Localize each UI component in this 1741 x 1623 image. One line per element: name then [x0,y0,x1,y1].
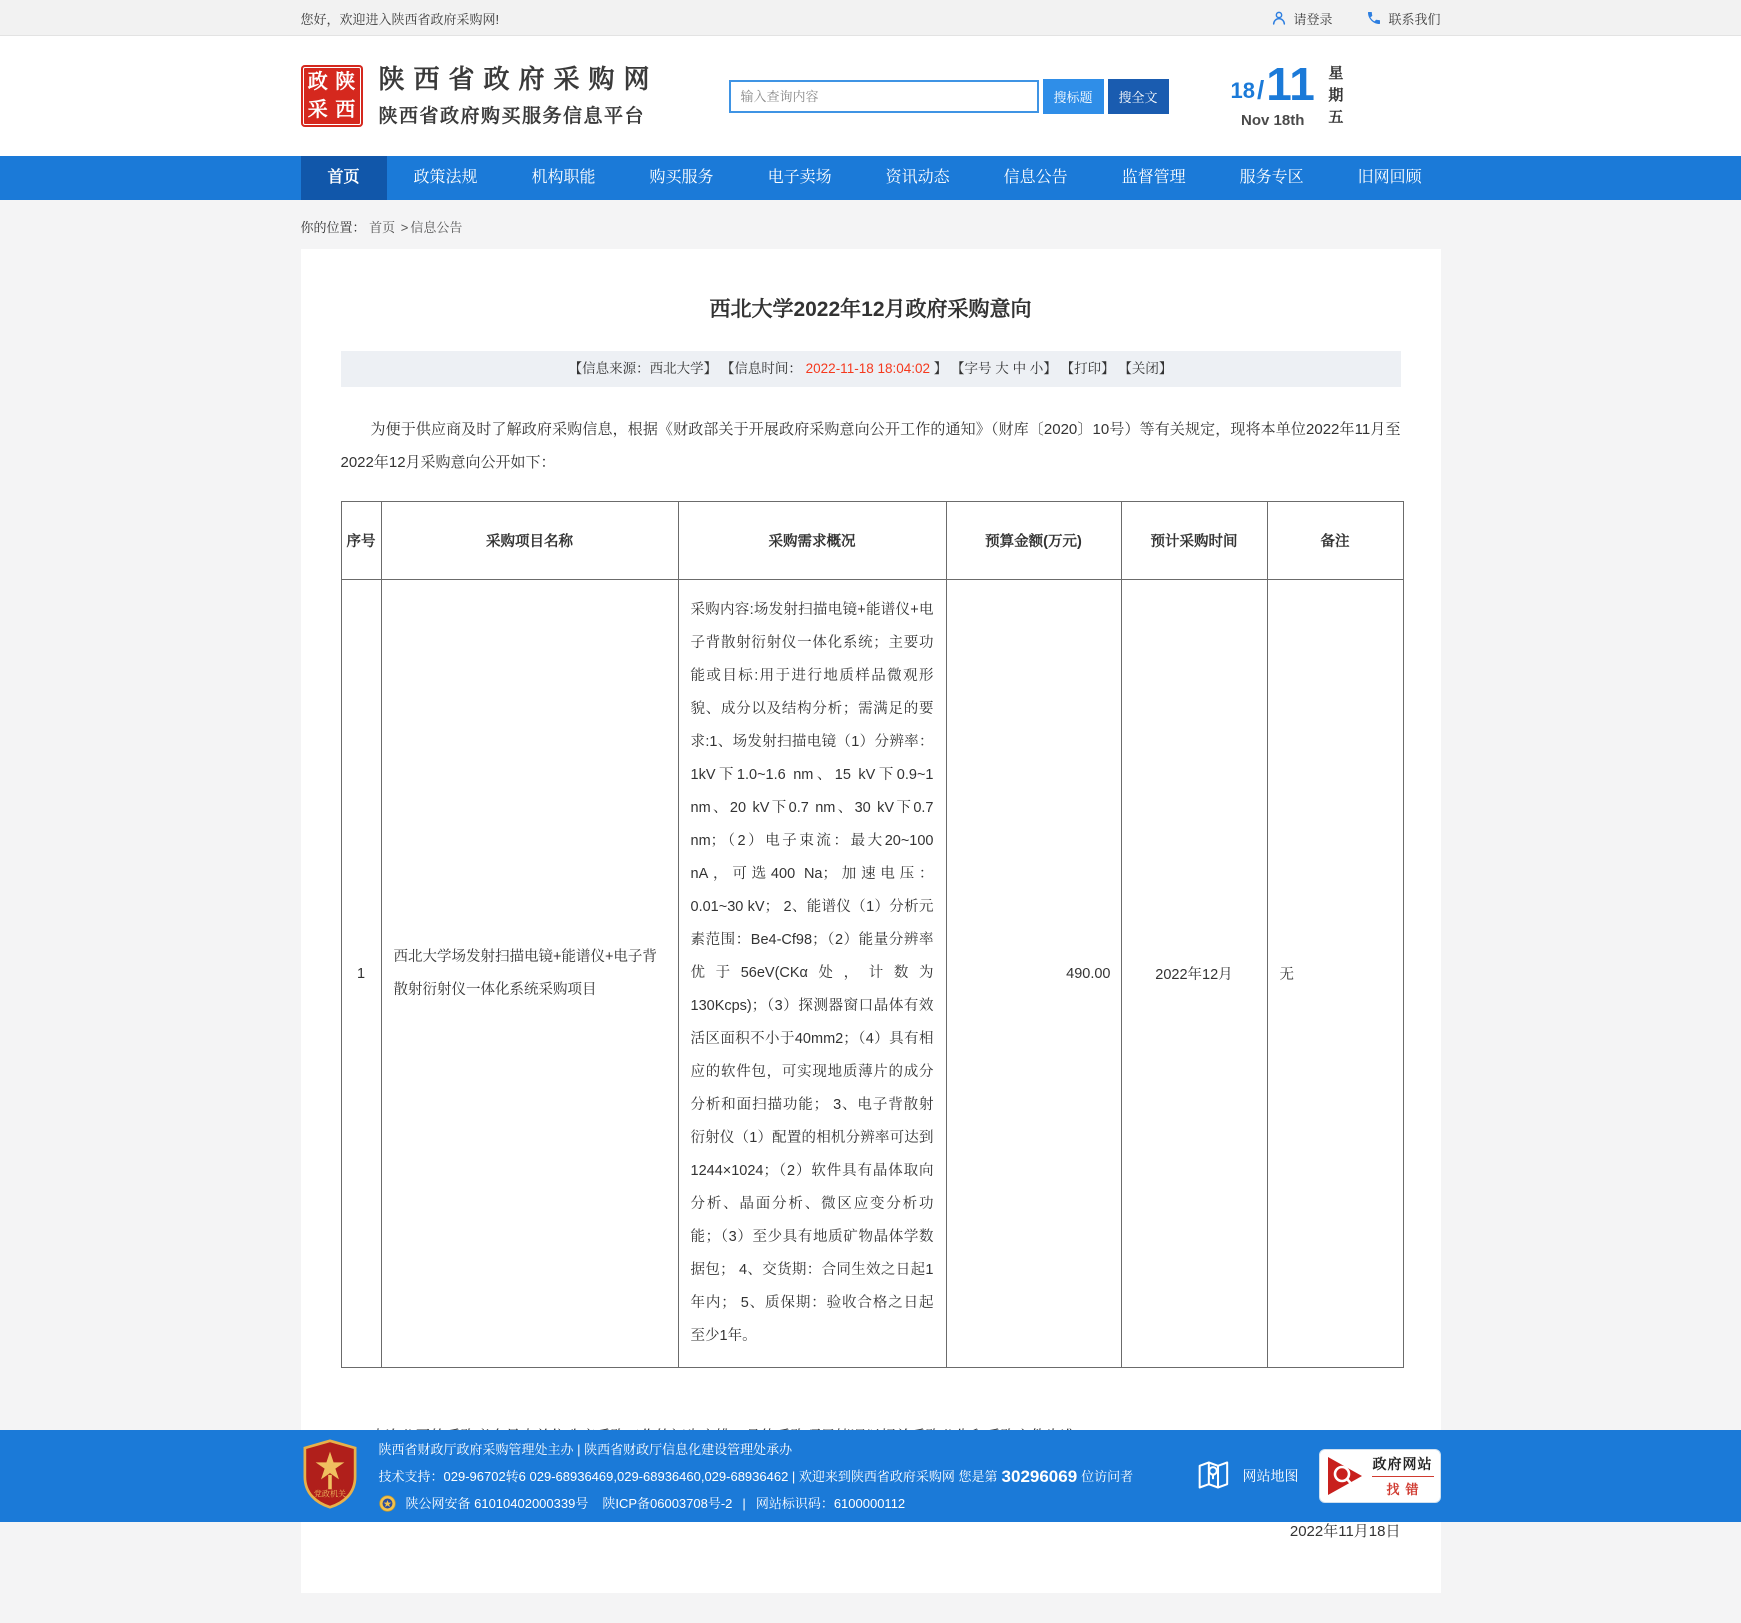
gov-site-error-report-badge[interactable] [1319,1449,1441,1503]
meta-time-prefix: 【信息时间： [720,361,802,376]
article-title: 西北大学2022年12月政府采购意向 [709,298,1032,321]
nav-item-functions[interactable]: 机构职能 [531,169,596,186]
search-input[interactable] [729,80,1039,113]
map-icon [1193,1455,1233,1498]
cell-demand-overview: 采购内容:场发射扫描电镜+能谱仪+电子背散射衍射仪一体化系统；主要功能或目标:用于进行地质样品微观形貌、成分以及结构分析；需满足的要求:1、场发射扫描电镜（1）分辨率：1kV下1.0~1.6 nm、15 kV下0.9~1 nm、20 kV下0.7 nm、30 kV下0.7 nm；（2）电子束流：最大20~100 nA，可选400 Na；加速电压：0.01~30 kV； 2、能谱仪（1）分析元素范围：Be4-Cf98；（2）能量分辨率优于56eV(CKα处，计数为130Kcps)；（3）探测器窗口晶体有效活区面积不小于40mm2；（4）具有相应的软件包，可实现地质薄片的成分分析和面扫描功能； 3、电子背散射衍射仪（1）配置的相机分辨率可达到1244×1024；（2）软件具有晶体取向分析、晶面分析、微区应变分析功能；（3）至少具有地质矿物晶体学数据包； 4、交货期：合同生效之日起1年内； 5、质保期：验收合格之日起至少1年。 [678,580,946,1368]
cell-project-name: 西北大学场发射扫描电镜+能谱仪+电子背散射衍射仪一体化系统采购项目 [381,580,678,1368]
breadcrumb-separator: > [400,220,409,235]
date-slash: / [1257,74,1265,105]
cell-index: 1 [341,580,381,1368]
cell-remark: 无 [1267,580,1403,1368]
date-english: Nov 18th [1241,112,1305,130]
footer-separator: | [742,1495,746,1511]
article-sign-date: 2022年11月18日 [1289,1523,1401,1540]
search-fulltext-button[interactable]: 搜全文 [1108,79,1169,114]
table-row [341,580,1403,1368]
site-subtitle: 陕西省政府购买服务信息平台 [378,106,646,128]
svg-text:党政机关: 党政机关 [313,1488,346,1498]
nav-item-supervision[interactable]: 监督管理 [1121,169,1186,186]
nav-item-home[interactable]: 首页 [301,156,387,200]
breadcrumb-label: 你的位置： [300,220,366,235]
meta-fontsize-open: 【字号 [951,361,992,376]
contact-link[interactable] [1366,9,1440,28]
main-nav [0,156,1741,200]
procurement-table [341,501,1404,1368]
article-intro: 为便于供应商及时了解政府采购信息，根据《财政部关于开展政府采购意向公开工作的通知》（财库〔2020〕10号）等有关规定，现将本单位2022年11月至2022年12月采购意向公开如下： [340,421,1401,471]
table-header-row [341,502,1403,580]
nav-item-special-services[interactable]: 服务专区 [1239,169,1304,186]
nav-item-purchase-services[interactable]: 购买服务 [649,169,714,186]
site-title: 陕西省政府采购网 [378,63,659,94]
contact-label: 联系我们 [1388,11,1441,27]
login-label: 请登录 [1293,11,1333,27]
col-header-name: 采购项目名称 [381,502,678,580]
nav-item-announcements[interactable]: 信息公告 [1003,169,1068,186]
search-bar [729,79,1169,114]
date-month: 11 [1266,57,1315,110]
col-header-index: 序号 [341,502,381,580]
nav-item-e-marketplace[interactable]: 电子卖场 [767,169,832,186]
icp-number: 陕ICP备06003708号-2 [602,1495,733,1511]
cell-budget: 490.00 [946,580,1121,1368]
police-badge-icon [379,1495,402,1512]
nav-item-news[interactable]: 资讯动态 [885,169,950,186]
topbar [0,0,1741,36]
col-header-demand: 采购需求概况 [678,502,946,580]
fontsize-medium-button[interactable]: 中 [1012,361,1027,376]
user-icon [1271,10,1287,26]
police-registration-link[interactable]: 陕公网安备 61010402000339号 [405,1495,589,1511]
breadcrumb-current-link[interactable]: 信息公告 [410,220,463,235]
nav-item-old-site[interactable]: 旧网回顾 [1357,169,1422,186]
col-header-time: 预计采购时间 [1121,502,1267,580]
col-header-budget: 预算金额(万元) [946,502,1121,580]
government-shield-icon [301,1439,359,1514]
breadcrumb [301,200,1441,249]
footer-registration-line [379,1490,1134,1517]
site-logo-seal[interactable]: 政 陕 采 西 [301,65,363,127]
date-day: 18 [1230,77,1256,103]
visitor-count: 30296069 [1001,1466,1078,1486]
fontsize-large-button[interactable]: 大 [995,361,1009,376]
article-meta-bar [341,351,1401,387]
site-code: 网站标识码：6100000112 [755,1495,906,1511]
login-link[interactable] [1271,9,1332,28]
date-weekday: 星期五 [1328,64,1344,126]
error-finder-icon [1326,1454,1366,1498]
meta-source: 【信息来源：西北大学】 [568,361,718,376]
footer-organizer-line: 陕西省财政厅政府采购管理处主办 | 陕西省财政厅信息化建设管理处承办 [378,1441,793,1457]
col-header-remark: 备注 [1267,502,1403,580]
breadcrumb-home-link[interactable]: 首页 [369,220,396,235]
cell-purchase-time: 2022年12月 [1121,580,1267,1368]
meta-fontsize-close: 】 [1043,361,1057,376]
site-header [0,36,1741,156]
article-panel [301,249,1441,1593]
welcome-text: 您好，欢迎进入陕西省政府采购网! [300,11,500,27]
sitemap-label: 网站地图 [1242,1468,1299,1484]
fontsize-small-button[interactable]: 小 [1029,361,1044,376]
nav-item-policies[interactable]: 政策法规 [413,169,478,186]
print-button[interactable]: 【打印】 [1060,361,1115,376]
sitemap-link[interactable] [1193,1455,1299,1498]
footer-support-line: 技术支持：029-96702转6 029-68936469,029-68936460,029-68936462 | 欢迎来到陕西省政府采购网 您是第 30296069 位访问者 [379,1463,1134,1490]
site-footer [0,1430,1741,1522]
phone-icon [1366,10,1382,26]
meta-time-value: 2022-11-18 18:04:02 [801,361,934,376]
close-button[interactable]: 【关闭】 [1118,361,1173,376]
error-badge-title: 政府网站 [1372,1454,1434,1477]
meta-time-suffix: 】 [933,361,948,376]
error-badge-subtitle: 找错 [1386,1482,1425,1497]
search-title-button[interactable]: 搜标题 [1043,79,1104,114]
date-widget [1230,57,1345,130]
